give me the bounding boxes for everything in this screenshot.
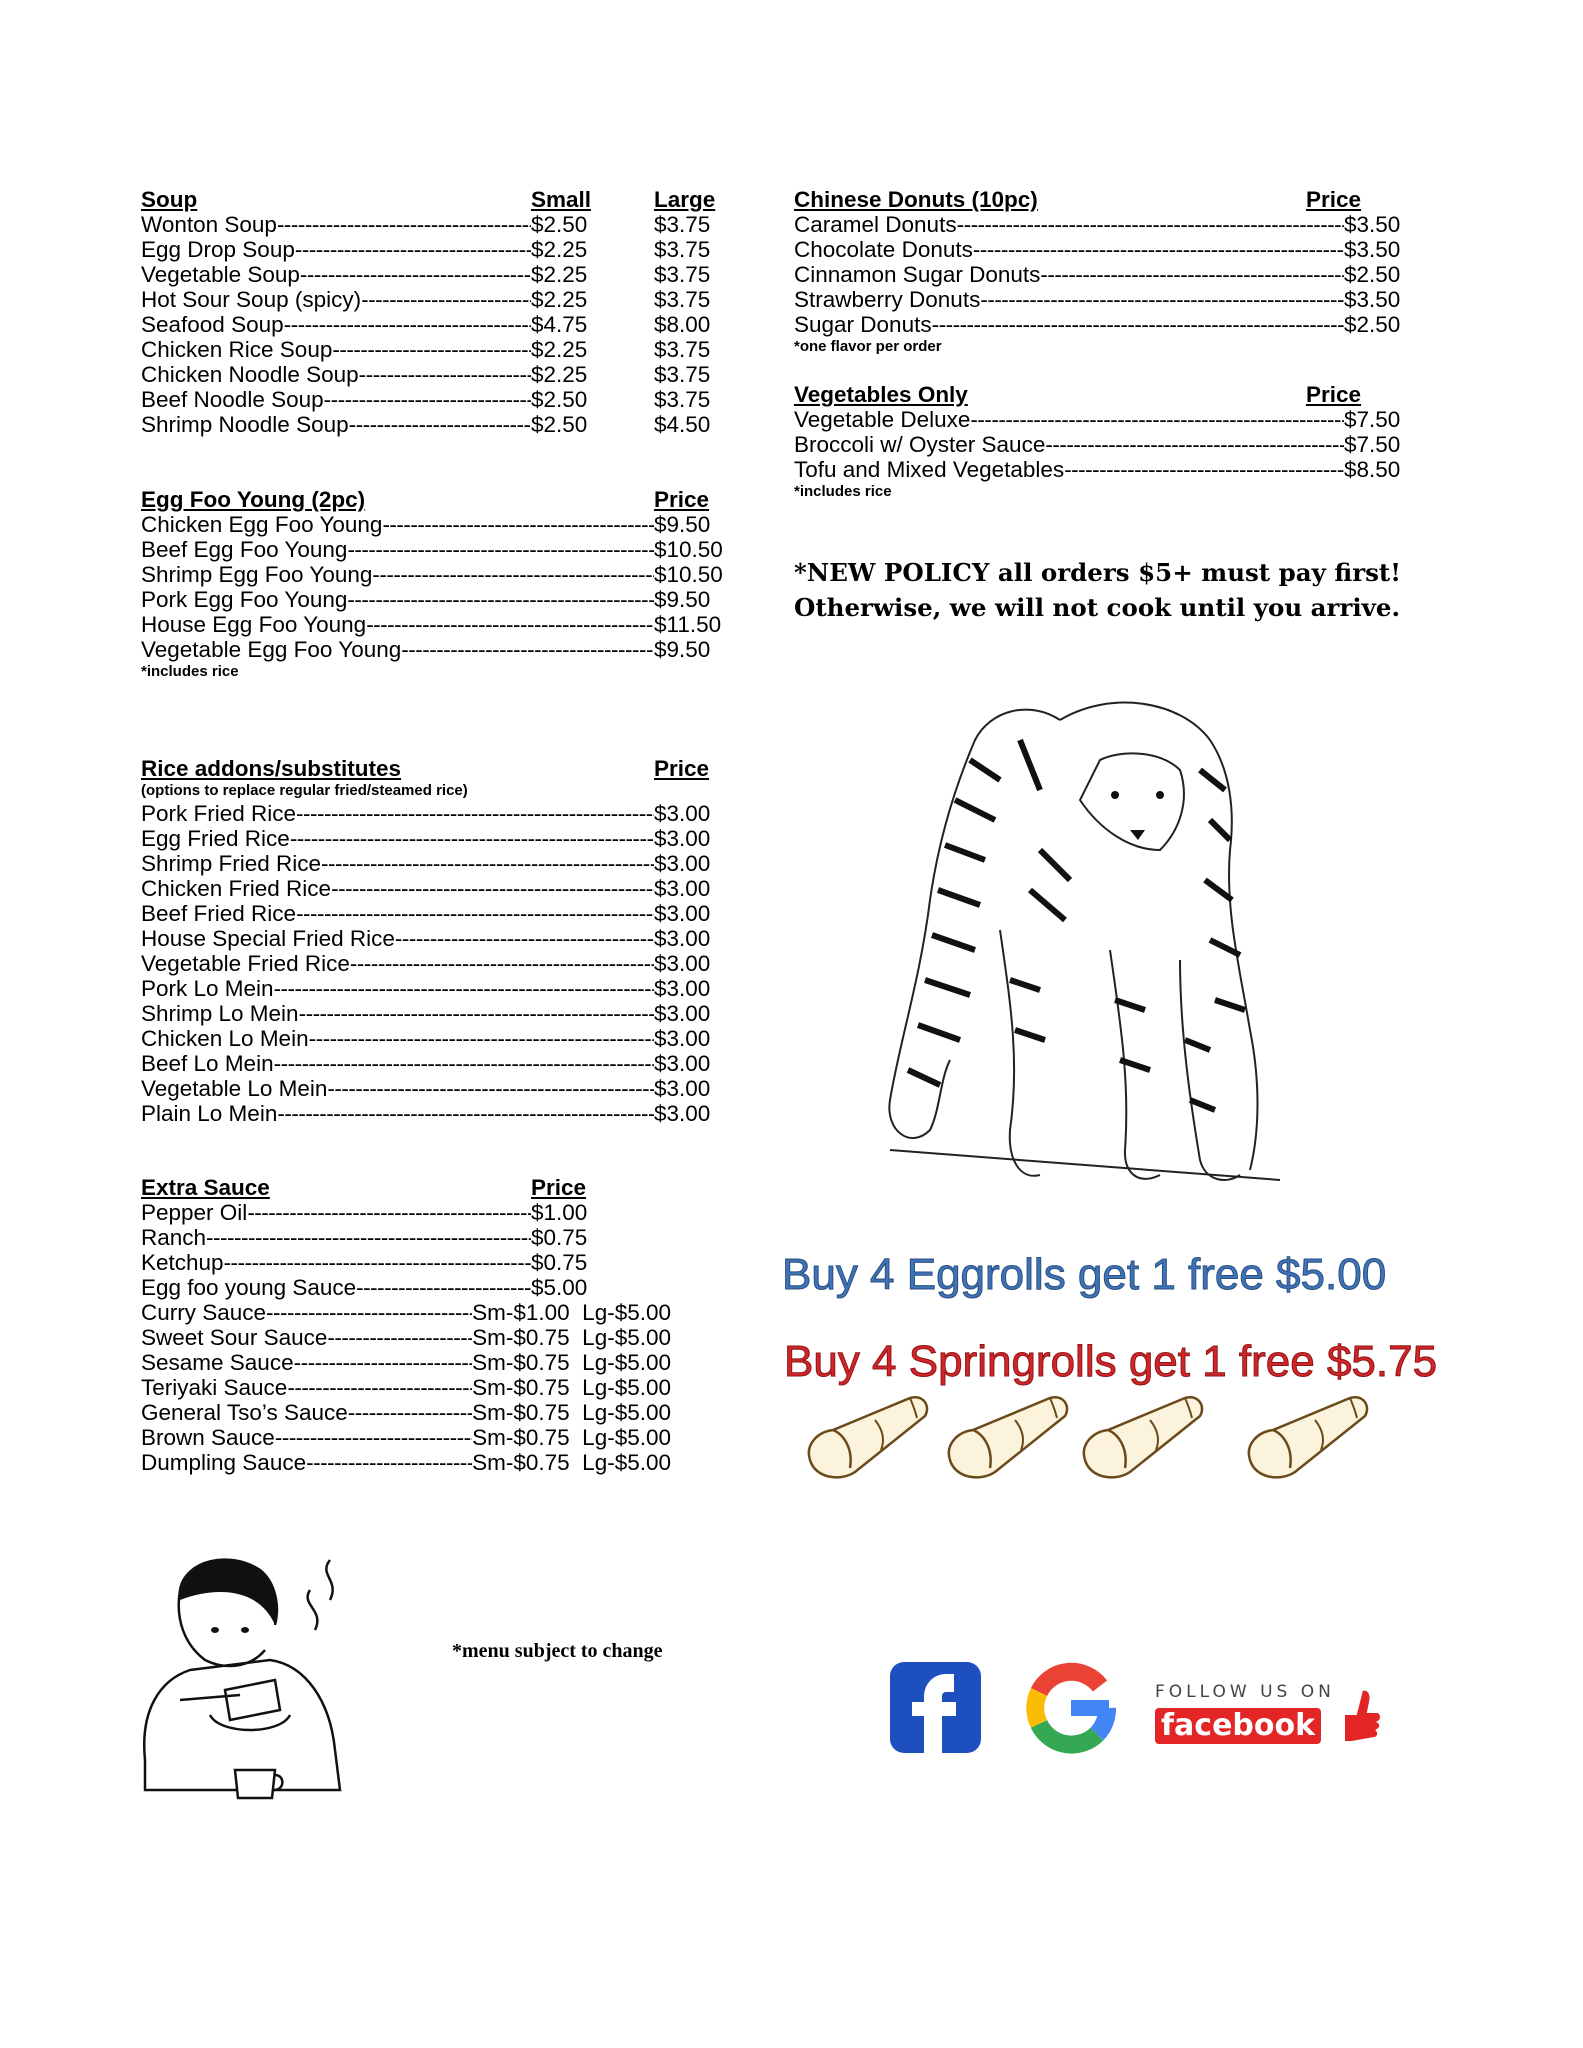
item-name: Chicken Rice Soup xyxy=(141,337,333,362)
item-price: $3.75 xyxy=(654,237,711,262)
dot-leader xyxy=(275,1425,472,1450)
sauce-price-heading: Price xyxy=(531,1175,587,1200)
item-name: Beef Noodle Soup xyxy=(141,387,324,412)
dot-leader xyxy=(366,612,654,637)
menu-row xyxy=(141,337,741,362)
soup-small-heading: Small xyxy=(531,187,592,212)
menu-row xyxy=(141,412,741,437)
dot-leader xyxy=(347,587,654,612)
dot-leader xyxy=(266,1300,472,1325)
item-price: $3.00 xyxy=(654,1001,711,1026)
dot-leader xyxy=(957,212,1344,237)
item-price: $8.00 xyxy=(654,312,711,337)
menu-row xyxy=(141,876,741,901)
item-name: Beef Egg Foo Young xyxy=(141,537,348,562)
item-name: Tofu and Mixed Vegetables xyxy=(794,457,1065,482)
menu-row xyxy=(794,287,1414,312)
follow-us-label: FOLLOW US ON xyxy=(1155,1682,1335,1702)
menu-row xyxy=(794,432,1414,457)
item-name: Vegetable Fried Rice xyxy=(141,951,350,976)
item-price: $3.00 xyxy=(654,1076,711,1101)
vegetables-header xyxy=(794,382,1414,407)
item-name: Ranch xyxy=(141,1225,207,1250)
item-price: $10.50 xyxy=(654,537,723,562)
item-name: Sweet Sour Sauce xyxy=(141,1325,328,1350)
item-name: Wonton Soup xyxy=(141,212,277,237)
item-price: $10.50 xyxy=(654,562,723,587)
item-price: $3.00 xyxy=(654,976,711,1001)
menu-row xyxy=(141,1425,671,1450)
item-price: $3.00 xyxy=(654,876,711,901)
item-name: Pork Fried Rice xyxy=(141,801,297,826)
soup-header xyxy=(141,187,741,212)
item-price: $8.50 xyxy=(1344,457,1401,482)
menu-row xyxy=(141,1250,591,1275)
menu-row xyxy=(141,312,741,337)
item-price: $3.00 xyxy=(654,901,711,926)
policy-line-1: *NEW POLICY all orders $5+ must pay first! xyxy=(794,558,1401,587)
dot-leader xyxy=(284,312,531,337)
rice-subnote: (options to replace regular fried/steamed rice) xyxy=(141,782,468,799)
dot-leader xyxy=(309,1026,654,1051)
item-price: $2.50 xyxy=(1344,312,1401,337)
google-icon[interactable] xyxy=(1025,1662,1117,1754)
item-name: Chicken Egg Foo Young xyxy=(141,512,383,537)
eggroll-promo xyxy=(782,1250,1386,1300)
menu-subject-note: *menu subject to change xyxy=(452,1640,663,1662)
item-name: House Egg Foo Young xyxy=(141,612,367,637)
dot-leader xyxy=(295,237,531,262)
menu-row xyxy=(141,1300,671,1325)
dot-leader xyxy=(206,1225,531,1250)
menu-row xyxy=(141,1450,671,1475)
item-price: $2.25 xyxy=(531,287,588,312)
rice-price-heading: Price xyxy=(654,756,710,781)
menu-row xyxy=(141,237,741,262)
menu-row xyxy=(141,1325,671,1350)
item-price: $7.50 xyxy=(1344,407,1401,432)
dot-leader xyxy=(294,1350,473,1375)
soup-heading: Soup xyxy=(141,187,198,212)
item-price: Sm-$0.75 Lg-$5.00 xyxy=(472,1375,671,1400)
dot-leader xyxy=(287,1375,472,1400)
dot-leader xyxy=(359,362,531,387)
dot-leader xyxy=(327,1325,472,1350)
menu-row xyxy=(141,637,741,662)
menu-row xyxy=(141,1225,591,1250)
item-price: $3.75 xyxy=(654,387,711,412)
item-price: $1.00 xyxy=(531,1200,588,1225)
item-price: $3.00 xyxy=(654,826,711,851)
sauce-heading: Extra Sauce xyxy=(141,1175,270,1200)
menu-row xyxy=(141,1375,671,1400)
dot-leader xyxy=(932,312,1344,337)
thumbs-up-icon xyxy=(1338,1684,1382,1746)
dot-leader xyxy=(356,1275,531,1300)
item-name: Pepper Oil xyxy=(141,1200,248,1225)
menu-row xyxy=(141,926,741,951)
dot-leader xyxy=(382,512,654,537)
dot-leader xyxy=(224,1250,531,1275)
item-name: Vegetable Lo Mein xyxy=(141,1076,328,1101)
menu-row xyxy=(141,537,741,562)
menu-row xyxy=(141,826,741,851)
item-price: $3.75 xyxy=(654,212,711,237)
item-name: Cinnamon Sugar Donuts xyxy=(794,262,1041,287)
item-price: $2.50 xyxy=(531,412,588,437)
dot-leader xyxy=(980,287,1344,312)
item-price: $2.50 xyxy=(1344,262,1401,287)
egg-foo-young-heading: Egg Foo Young (2pc) xyxy=(141,487,366,512)
donuts-price-heading: Price xyxy=(1306,187,1362,212)
item-name: House Special Fried Rice xyxy=(141,926,395,951)
dot-leader xyxy=(348,1400,472,1425)
dot-leader xyxy=(296,801,654,826)
item-price: $3.50 xyxy=(1344,237,1401,262)
menu-row xyxy=(141,1200,591,1225)
menu-row xyxy=(794,457,1414,482)
policy-line-2: Otherwise, we will not cook until you arrive. xyxy=(794,593,1401,622)
item-price: $11.50 xyxy=(654,612,722,637)
item-price: $9.50 xyxy=(654,587,711,612)
donuts-header xyxy=(794,187,1414,212)
item-name: Shrimp Lo Mein xyxy=(141,1001,299,1026)
menu-row xyxy=(141,287,741,312)
menu-row xyxy=(141,1275,591,1300)
facebook-word: facebook xyxy=(1161,1708,1316,1743)
menu-row xyxy=(141,1101,741,1126)
vegetables-price-heading: Price xyxy=(1306,382,1362,407)
springroll-icon xyxy=(1084,1397,1202,1477)
dot-leader xyxy=(349,412,531,437)
dot-leader xyxy=(361,287,531,312)
menu-row xyxy=(141,212,741,237)
dot-leader xyxy=(274,976,654,1001)
dot-leader xyxy=(401,637,654,662)
dot-leader xyxy=(1064,457,1344,482)
item-name: Pork Lo Mein xyxy=(141,976,274,1001)
item-price: $3.75 xyxy=(654,262,711,287)
soup-section xyxy=(141,187,741,437)
item-name: Strawberry Donuts xyxy=(794,287,981,312)
donuts-section xyxy=(794,187,1414,357)
menu-row xyxy=(141,851,741,876)
item-name: Shrimp Noodle Soup xyxy=(141,412,349,437)
item-name: Dumpling Sauce xyxy=(141,1450,307,1475)
item-name: Broccoli w/ Oyster Sauce xyxy=(794,432,1046,457)
springroll-icons xyxy=(805,1390,1395,1490)
item-name: Sesame Sauce xyxy=(141,1350,294,1375)
item-price: Sm-$0.75 Lg-$5.00 xyxy=(472,1450,671,1475)
item-price: $3.00 xyxy=(654,1051,711,1076)
springroll-icon xyxy=(1249,1397,1367,1477)
dot-leader xyxy=(296,901,654,926)
item-price: $0.75 xyxy=(531,1225,588,1250)
item-price: $4.75 xyxy=(531,312,588,337)
item-price: $3.75 xyxy=(654,287,711,312)
item-name: Vegetable Deluxe xyxy=(794,407,971,432)
dot-leader xyxy=(395,926,654,951)
dot-leader xyxy=(274,1051,654,1076)
rice-section xyxy=(141,756,741,1126)
item-price: $2.50 xyxy=(531,212,588,237)
egg-foo-young-note: *includes rice xyxy=(141,663,239,680)
dot-leader xyxy=(347,537,654,562)
item-name: Hot Sour Soup (spicy) xyxy=(141,287,362,312)
menu-row xyxy=(141,512,741,537)
facebook-icon[interactable] xyxy=(890,1662,981,1753)
item-price: $7.50 xyxy=(1344,432,1401,457)
dot-leader xyxy=(331,876,654,901)
menu-row xyxy=(794,407,1414,432)
menu-row xyxy=(141,1350,671,1375)
dot-leader xyxy=(299,1001,654,1026)
dot-leader xyxy=(324,387,531,412)
dot-leader xyxy=(247,1200,531,1225)
dot-leader xyxy=(973,237,1344,262)
item-price: $3.00 xyxy=(654,926,711,951)
item-name: Chicken Fried Rice xyxy=(141,876,332,901)
item-price: $2.50 xyxy=(531,387,588,412)
dot-leader xyxy=(321,851,654,876)
menu-row xyxy=(141,951,741,976)
item-name: Beef Lo Mein xyxy=(141,1051,274,1076)
menu-row xyxy=(141,1001,741,1026)
item-name: Chicken Noodle Soup xyxy=(141,362,359,387)
soup-large-heading: Large xyxy=(654,187,716,212)
item-name: General Tso’s Sauce xyxy=(141,1400,348,1425)
dot-leader xyxy=(332,337,531,362)
item-price: $3.00 xyxy=(654,1101,711,1126)
menu-row xyxy=(141,1051,741,1076)
menu-row xyxy=(141,976,741,1001)
egg-foo-young-section xyxy=(141,487,741,682)
item-name: Ketchup xyxy=(141,1250,224,1275)
item-name: Pork Egg Foo Young xyxy=(141,587,348,612)
vegetables-section xyxy=(794,382,1414,502)
menu-row xyxy=(141,1026,741,1051)
item-name: Caramel Donuts xyxy=(794,212,957,237)
item-price: $3.00 xyxy=(654,851,711,876)
item-price: $3.00 xyxy=(654,1026,711,1051)
item-price: $4.50 xyxy=(654,412,711,437)
menu-row xyxy=(141,387,741,412)
item-price: $3.75 xyxy=(654,337,711,362)
vegetables-note: *includes rice xyxy=(794,483,892,500)
egg-foo-young-header xyxy=(141,487,741,512)
springroll-promo-text: Buy 4 Springrolls get 1 free $5.75 xyxy=(784,1337,1438,1386)
item-price: $2.25 xyxy=(531,337,588,362)
item-price: $9.50 xyxy=(654,637,711,662)
tiger-illustration xyxy=(880,680,1300,1210)
item-price: $2.25 xyxy=(531,262,588,287)
dot-leader xyxy=(306,1450,472,1475)
item-name: Egg Fried Rice xyxy=(141,826,290,851)
item-price: Sm-$0.75 Lg-$5.00 xyxy=(472,1425,671,1450)
item-name: Seafood Soup xyxy=(141,312,284,337)
item-name: Brown Sauce xyxy=(141,1425,275,1450)
item-name: Plain Lo Mein xyxy=(141,1101,278,1126)
item-name: Shrimp Egg Foo Young xyxy=(141,562,373,587)
egg-foo-young-price-heading: Price xyxy=(654,487,710,512)
springroll-icon xyxy=(949,1397,1067,1477)
dot-leader xyxy=(327,1076,654,1101)
dot-leader xyxy=(300,262,531,287)
policy-notice xyxy=(794,555,1414,625)
rice-heading: Rice addons/substitutes xyxy=(141,756,402,781)
dot-leader xyxy=(970,407,1344,432)
item-price: $0.75 xyxy=(531,1250,588,1275)
menu-row xyxy=(141,901,741,926)
springroll-promo xyxy=(784,1337,1437,1387)
item-name: Chocolate Donuts xyxy=(794,237,973,262)
item-name: Vegetable Soup xyxy=(141,262,300,287)
vegetables-heading: Vegetables Only xyxy=(794,382,968,407)
dot-leader xyxy=(372,562,654,587)
item-price: $3.75 xyxy=(654,362,711,387)
item-price: $3.50 xyxy=(1344,287,1401,312)
dot-leader xyxy=(1045,432,1344,457)
menu-row xyxy=(794,262,1414,287)
donuts-heading: Chinese Donuts (10pc) xyxy=(794,187,1038,212)
boy-eating-illustration xyxy=(140,1550,380,1800)
sauce-section xyxy=(141,1175,741,1475)
menu-row xyxy=(794,237,1414,262)
item-name: Egg Drop Soup xyxy=(141,237,295,262)
menu-row xyxy=(141,262,741,287)
item-name: Sugar Donuts xyxy=(794,312,932,337)
item-price: Sm-$0.75 Lg-$5.00 xyxy=(472,1350,671,1375)
menu-row xyxy=(141,612,741,637)
item-price: $2.25 xyxy=(531,237,588,262)
item-price: Sm-$1.00 Lg-$5.00 xyxy=(472,1300,671,1325)
dot-leader xyxy=(350,951,654,976)
dot-leader xyxy=(1040,262,1344,287)
follow-us-facebook-badge[interactable] xyxy=(1155,1682,1385,1752)
item-name: Beef Fried Rice xyxy=(141,901,297,926)
donuts-note: *one flavor per order xyxy=(794,338,942,355)
item-name: Curry Sauce xyxy=(141,1300,267,1325)
item-price: $3.00 xyxy=(654,951,711,976)
menu-row xyxy=(794,212,1414,237)
sauce-header xyxy=(141,1175,741,1200)
item-name: Egg foo young Sauce xyxy=(141,1275,357,1300)
rice-header xyxy=(141,756,741,781)
menu-row xyxy=(141,1076,741,1101)
item-price: $3.00 xyxy=(654,801,711,826)
dot-leader xyxy=(277,1101,654,1126)
menu-row xyxy=(141,587,741,612)
item-price: $9.50 xyxy=(654,512,711,537)
dot-leader xyxy=(277,212,531,237)
eggroll-promo-text: Buy 4 Eggrolls get 1 free $5.00 xyxy=(782,1250,1387,1299)
item-price: Sm-$0.75 Lg-$5.00 xyxy=(472,1400,671,1425)
item-name: Shrimp Fried Rice xyxy=(141,851,322,876)
item-name: Vegetable Egg Foo Young xyxy=(141,637,402,662)
menu-row xyxy=(141,562,741,587)
item-price: $5.00 xyxy=(531,1275,588,1300)
dot-leader xyxy=(290,826,654,851)
springroll-icon xyxy=(809,1397,927,1477)
item-name: Chicken Lo Mein xyxy=(141,1026,309,1051)
menu-row xyxy=(141,362,741,387)
item-price: $2.25 xyxy=(531,362,588,387)
item-price: $3.50 xyxy=(1344,212,1401,237)
item-name: Teriyaki Sauce xyxy=(141,1375,288,1400)
menu-row xyxy=(141,801,741,826)
menu-row xyxy=(141,1400,671,1425)
item-price: Sm-$0.75 Lg-$5.00 xyxy=(472,1325,671,1350)
menu-row xyxy=(794,312,1414,337)
